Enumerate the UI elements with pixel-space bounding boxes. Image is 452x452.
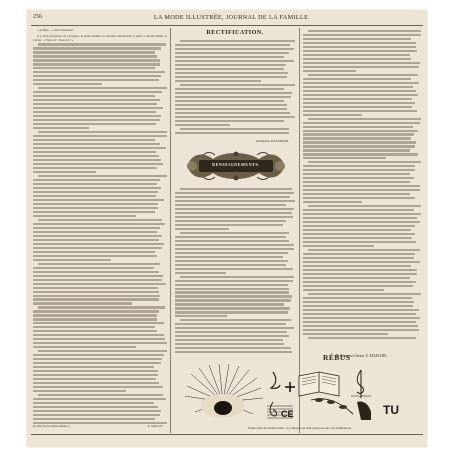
- text-line: [33, 378, 156, 380]
- text-line: [33, 390, 126, 392]
- text-line: [303, 289, 384, 291]
- text-line: [175, 120, 284, 122]
- text-line: [33, 67, 155, 69]
- text-line: [33, 314, 157, 316]
- text-line: [175, 327, 294, 329]
- text-line: [303, 173, 410, 175]
- text-line: [33, 326, 155, 328]
- section-title: RECTIFICATION.: [206, 29, 264, 36]
- text-line: [303, 281, 416, 283]
- text-line: [308, 118, 421, 120]
- text-line: [175, 288, 289, 290]
- text-line: [175, 351, 292, 353]
- text-line: [33, 414, 160, 416]
- text-line: [33, 418, 155, 420]
- text-line: [33, 79, 159, 81]
- text-line: [33, 295, 160, 297]
- text-line: [303, 94, 418, 96]
- text-line: [303, 106, 412, 108]
- text-line: [303, 333, 388, 335]
- text-block: [175, 188, 295, 353]
- text-line: [303, 217, 417, 219]
- text-line: [303, 321, 416, 323]
- text-line: [175, 96, 291, 98]
- text-line: [180, 40, 295, 42]
- text-line: [303, 126, 413, 128]
- text-line: [33, 231, 157, 233]
- text-line: [180, 319, 292, 321]
- text-line: [33, 362, 161, 364]
- text-line: [303, 70, 356, 72]
- middle-column-bottom: [175, 186, 295, 358]
- text-line: [303, 153, 418, 155]
- text-line: [33, 75, 161, 77]
- text-line: [33, 191, 158, 193]
- text-line: [175, 124, 230, 126]
- left-column: [33, 28, 167, 431]
- text-line: [303, 233, 415, 235]
- text-line: [175, 92, 292, 94]
- text-line: [303, 58, 411, 60]
- text-line: [175, 280, 293, 282]
- text-line: [33, 358, 162, 360]
- text-line: [303, 277, 410, 279]
- text-line: [33, 167, 157, 169]
- text-line: [180, 84, 295, 86]
- tree-stump-icon: [357, 401, 371, 420]
- text-line: [303, 42, 416, 44]
- text-line: [33, 267, 154, 269]
- text-line: [33, 119, 160, 121]
- text-line: [303, 86, 413, 88]
- text-line: [175, 272, 226, 274]
- text-line: [175, 303, 284, 305]
- text-line: [308, 249, 421, 251]
- text-line: [303, 181, 410, 183]
- text-line: [308, 30, 421, 32]
- text-line: [33, 163, 163, 165]
- text-line: [33, 179, 160, 181]
- text-line: [303, 253, 415, 255]
- text-line: [33, 147, 166, 149]
- text-line: [175, 315, 227, 317]
- text-line: [175, 104, 287, 106]
- text-line: [33, 302, 132, 304]
- journal-title: LA MODE ILLUSTRÉE, JOURNAL DE LA FAMILLE.: [153, 14, 311, 21]
- text-line: [175, 132, 289, 134]
- text-block: [33, 43, 167, 424]
- text-line: [303, 110, 417, 112]
- text-line: [175, 244, 294, 246]
- text-line: [180, 128, 289, 130]
- text-line: [33, 298, 159, 300]
- text-line: [175, 220, 286, 222]
- text-line: [33, 318, 157, 320]
- text-line: [33, 235, 162, 237]
- text-line: [38, 394, 162, 396]
- text-line: [303, 46, 416, 48]
- text-line: [33, 287, 158, 289]
- text-line: [175, 216, 293, 218]
- text-line: [180, 188, 292, 190]
- text-line: [303, 297, 412, 299]
- text-line: [33, 207, 158, 209]
- text-line: [303, 66, 419, 68]
- text-line: [303, 305, 413, 307]
- text-line: [303, 169, 415, 171]
- text-line: [303, 261, 420, 263]
- text-line: [175, 335, 289, 337]
- text-line: [33, 322, 164, 324]
- text-line: [303, 98, 412, 100]
- text-line: [33, 259, 111, 261]
- text-line: [33, 410, 161, 412]
- text-line: [33, 55, 157, 57]
- left-footer: [33, 424, 167, 428]
- text-line: [33, 95, 155, 97]
- text-line: [303, 273, 417, 275]
- text-line: [303, 301, 414, 303]
- text-line: [308, 293, 421, 295]
- text-line: [175, 248, 294, 250]
- text-line: [303, 185, 420, 187]
- text-line: [308, 205, 421, 207]
- text-line: [33, 346, 136, 348]
- text-line: [33, 398, 166, 400]
- text-line: [33, 279, 162, 281]
- text-line: [175, 299, 291, 301]
- text-line: [303, 269, 417, 271]
- text-line: [175, 343, 284, 345]
- text-line: [175, 240, 289, 242]
- middle-column-top: [175, 38, 295, 138]
- paragraph: « Achille... » dit le monsieur.: [37, 28, 74, 32]
- text-line: [303, 141, 416, 143]
- text-line: [303, 38, 411, 40]
- header-rule: [31, 25, 423, 26]
- text-line: [33, 255, 157, 257]
- text-line: [33, 402, 154, 404]
- rebus-title: RÉBUS: [323, 353, 351, 362]
- text-line: [303, 157, 386, 159]
- text-line: [33, 275, 163, 277]
- text-line: [38, 263, 160, 265]
- text-line: [33, 63, 160, 65]
- text-line: [180, 276, 294, 278]
- text-line: [33, 99, 160, 101]
- text-line: [175, 252, 288, 254]
- text-line: [303, 197, 415, 199]
- text-line: [33, 171, 96, 173]
- book-icon: [299, 372, 339, 396]
- text-line: [175, 331, 287, 333]
- text-line: [33, 91, 162, 93]
- text-line: [33, 135, 167, 137]
- text-line: [33, 374, 158, 376]
- text-line: [175, 307, 290, 309]
- text-line: [175, 200, 295, 202]
- text-line: [303, 221, 420, 223]
- newspaper-page: [27, 10, 427, 447]
- text-line: [303, 177, 414, 179]
- text-line: [33, 247, 162, 249]
- text-line: [33, 334, 164, 336]
- author-signature: E. MALOT.: [147, 424, 163, 428]
- text-line: [308, 337, 416, 339]
- text-line: [303, 34, 421, 36]
- plus-icon: [285, 382, 295, 392]
- continuation-note: (La fin au prochain numéro.): [33, 424, 70, 428]
- rebus-syllable-2: TU: [383, 403, 399, 417]
- text-line: [308, 161, 421, 163]
- text-line: [33, 310, 159, 312]
- text-line: [303, 145, 415, 147]
- text-line: [303, 225, 415, 227]
- text-line: [33, 215, 136, 217]
- text-line: [303, 317, 420, 319]
- page-number: 256: [33, 14, 42, 20]
- text-line: [33, 83, 102, 85]
- text-line: [303, 313, 416, 315]
- banner-label: RENSEIGNEMENTS.: [212, 162, 260, 167]
- text-line: [180, 232, 289, 234]
- director-line: D. Réacteur-Gérant, E. MARCHEL.: [335, 354, 389, 358]
- text-line: [33, 342, 167, 344]
- text-line: [33, 183, 157, 185]
- text-line: [33, 195, 156, 197]
- text-line: [303, 325, 418, 327]
- text-line: [175, 76, 287, 78]
- text-line: [303, 285, 413, 287]
- text-line: [33, 155, 159, 157]
- text-line: [175, 256, 283, 258]
- text-line: [303, 309, 419, 311]
- text-line: [33, 71, 165, 73]
- nose-icon: [271, 372, 280, 388]
- text-line: [303, 50, 417, 52]
- text-line: [175, 208, 294, 210]
- text-line: [33, 47, 161, 49]
- text-line: [33, 123, 156, 125]
- text-line: [175, 112, 290, 114]
- text-line: [175, 268, 293, 270]
- text-line: [33, 127, 89, 129]
- text-line: [175, 60, 294, 62]
- text-line: [33, 227, 160, 229]
- rebus-syllable-1: CE: [281, 409, 294, 419]
- renseignements-banner: [183, 149, 289, 183]
- text-line: [33, 151, 156, 153]
- text-line: [175, 236, 286, 238]
- text-line: [303, 114, 362, 116]
- right-column: [303, 28, 421, 346]
- text-line: [175, 56, 284, 58]
- footer-rule: [31, 434, 423, 435]
- text-line: [33, 107, 163, 109]
- text-line: [33, 271, 159, 273]
- text-line: [33, 223, 165, 225]
- text-line: [33, 239, 159, 241]
- text-line: [303, 62, 420, 64]
- text-line: [33, 366, 154, 368]
- text-line: [33, 59, 160, 61]
- text-line: [175, 68, 284, 70]
- text-line: [33, 159, 161, 161]
- text-block: [303, 30, 421, 339]
- text-line: [175, 80, 261, 82]
- text-line: [33, 386, 163, 388]
- text-line: [33, 115, 161, 117]
- column-divider: [170, 28, 171, 433]
- text-line: [175, 196, 290, 198]
- text-line: [303, 149, 410, 151]
- text-line: [33, 143, 160, 145]
- text-line: [175, 64, 286, 66]
- section-signature: Emmeline RAYMOND.: [256, 139, 289, 143]
- text-line: [175, 339, 283, 341]
- text-line: [33, 139, 155, 141]
- text-line: [308, 74, 418, 76]
- text-line: [303, 78, 411, 80]
- text-line: [175, 52, 289, 54]
- text-line: [38, 43, 165, 45]
- text-line: [175, 100, 284, 102]
- text-line: [175, 108, 287, 110]
- text-line: [303, 213, 421, 215]
- text-line: [303, 329, 419, 331]
- text-line: [175, 204, 286, 206]
- text-line: [33, 103, 157, 105]
- text-line: [38, 350, 167, 352]
- text-line: [33, 199, 164, 201]
- text-line: [33, 211, 155, 213]
- text-line: [38, 306, 165, 308]
- text-line: [33, 338, 165, 340]
- paragraph: Il y avait justement un voyageur, le jeune homme se retourna subitement; il pâlit, il devint blême, et s'écria : « Vous ici ! Vous ici ! »: [33, 33, 167, 42]
- text-line: [33, 243, 164, 245]
- sunburst-icon: [185, 364, 263, 418]
- treble-clef-icon: [351, 370, 371, 398]
- rebus-illustration: [185, 362, 421, 424]
- text-line: [175, 88, 284, 90]
- text-line: [175, 72, 288, 74]
- text-line: [38, 87, 167, 89]
- text-line: [33, 283, 166, 285]
- text-line: [175, 212, 292, 214]
- text-line: [303, 201, 362, 203]
- text-line: [33, 203, 158, 205]
- text-line: [175, 260, 288, 262]
- text-line: [303, 54, 410, 56]
- text-line: [303, 130, 418, 132]
- text-line: [303, 189, 420, 191]
- text-line: [303, 245, 374, 247]
- text-line: [175, 48, 294, 50]
- text-line: [33, 51, 155, 53]
- text-line: [33, 354, 164, 356]
- text-line: [175, 347, 291, 349]
- text-line: [303, 90, 416, 92]
- text-line: [33, 111, 156, 113]
- text-line: [303, 229, 411, 231]
- text-line: [175, 291, 289, 293]
- text-line: [175, 228, 229, 230]
- text-line: [303, 133, 414, 135]
- text-line: [303, 265, 411, 267]
- text-line: [303, 237, 412, 239]
- text-line: [33, 251, 155, 253]
- text-line: [175, 284, 288, 286]
- text-line: [303, 257, 414, 259]
- rebus-caption: Explication du dernier rébus : La religion est d'un grand secours aux malheureux.: [248, 426, 352, 430]
- text-line: [33, 330, 157, 332]
- text-line: [175, 264, 286, 266]
- text-line: [175, 192, 294, 194]
- text-line: [303, 165, 415, 167]
- text-line: [33, 187, 161, 189]
- text-line: [33, 382, 159, 384]
- text-line: [175, 311, 288, 313]
- text-line: [33, 406, 158, 408]
- text-line: [303, 209, 414, 211]
- text-line: [175, 295, 292, 297]
- text-line: [38, 219, 162, 221]
- text-line: [175, 323, 286, 325]
- text-line: [175, 116, 295, 118]
- text-line: [303, 193, 410, 195]
- text-line: [303, 122, 420, 124]
- text-line: [303, 82, 419, 84]
- text-block: [175, 40, 295, 134]
- text-line: [33, 291, 159, 293]
- text-line: [303, 241, 416, 243]
- text-line: [303, 137, 411, 139]
- leaf-spray-icon: [311, 398, 353, 414]
- text-line: [38, 175, 167, 177]
- text-line: [303, 102, 415, 104]
- text-line: [175, 224, 283, 226]
- text-line: [175, 44, 290, 46]
- text-line: [33, 370, 158, 372]
- text-line: [38, 131, 167, 133]
